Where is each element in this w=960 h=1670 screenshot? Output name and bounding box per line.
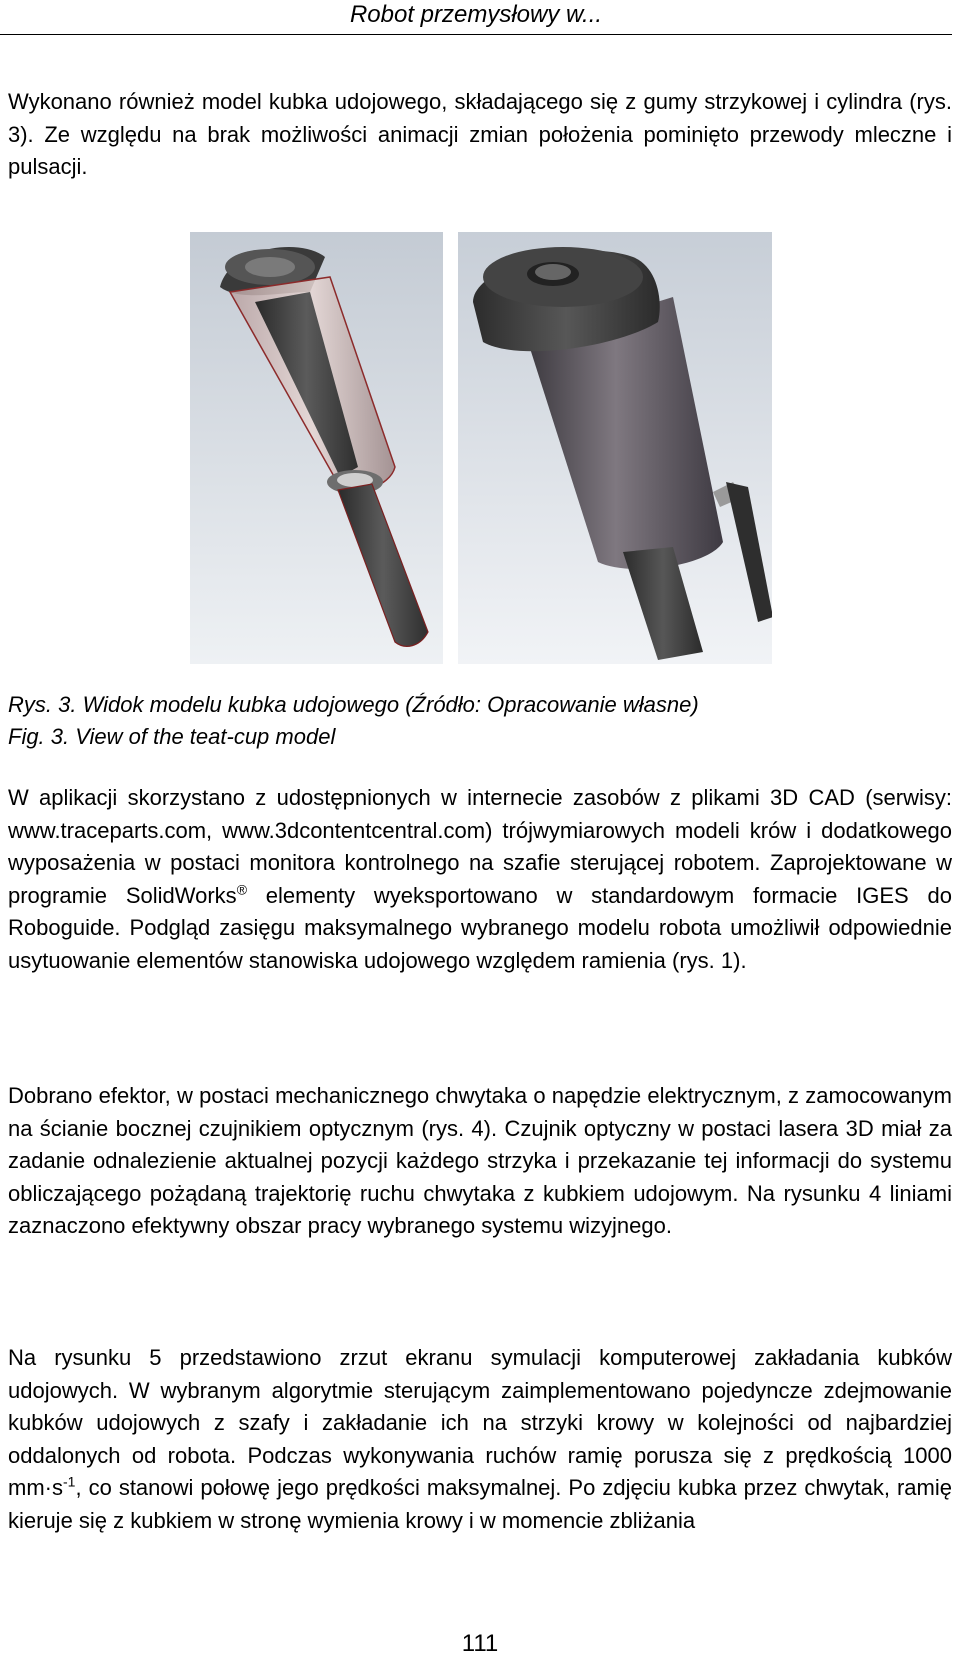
figure-teat-cup-assembled xyxy=(458,232,772,664)
running-header: Robot przemysłowy w... xyxy=(0,0,952,35)
paragraph-text: elementy wyeksportowano w standardowym formacie IGES do Roboguide. Podgląd zasięgu maksymalnego wybranego modelu robota umożliwił odpowiednie usytuowanie elementów stanowiska udojowego względem ramienia (rys. 1). xyxy=(8,882,952,973)
registered-mark: ® xyxy=(236,881,248,898)
paragraph-text: Na rysunku 5 przedstawiono zrzut ekranu symulacji komputerowej zakładania kubków udojowych. W wybranym algorytmie sterującym zaimplementowano pojedyncze zdejmowanie kubków udojowych z szafy i zakładanie ich na strzyki krowy w kolejności od najbardziej oddalonych od robota. Podczas wykonywania ruchów ramię porusza się z prędkością 1000 mm·s xyxy=(8,1345,952,1501)
figure-caption-polish: Rys. 3. Widok modelu kubka udojowego (Źródło: Opracowanie własne) xyxy=(8,692,699,717)
paragraph-effector: Dobrano efektor, w postaci mechanicznego chwytaka o napędzie elektrycznym, z zamocowanym na ścianie bocznej czujnikiem optycznym (rys. 4). Czujnik optyczny w postaci lasera 3D miał za zadanie odnalezienie aktualnej pozycji każdego strzyka i przekazanie tej informacji do systemu obliczającego pożądaną trajektorię ruchu chwytaka z kubkiem udojowym. Na rysunku 4 liniami zaznaczono efektywny obszar pracy wybranego systemu wizyjnego. xyxy=(8,1083,952,1239)
paragraph-simulation xyxy=(8,1342,952,1538)
figure-caption-english: Fig. 3. View of the teat-cup model xyxy=(8,724,336,749)
paragraph-cad-resources xyxy=(8,782,952,978)
exponent: -1 xyxy=(62,1474,76,1491)
figure-teat-cup-section xyxy=(190,232,443,664)
page-number: 111 xyxy=(461,1630,499,1657)
paragraph-teat-cup-model: Wykonano również model kubka udojowego, składającego się z gumy strzykowej i cylindra (rys. 3). Ze względu na brak możliwości animacji zmian położenia pominięto przewody mleczne i pulsacji. xyxy=(8,89,952,180)
paragraph-text: , co stanowi połowę jego prędkości maksymalnej. Po zdjęciu kubka przez chwytak, ramię kieruje się z kubkiem w stronę wymienia krowy i w momencie zbliżania xyxy=(8,1475,952,1533)
paragraph-text: W aplikacji skorzystano z udostępnionych w internecie zasobów z plikami 3D CAD (serwisy: www.traceparts.com, www.3dcontentcentral.com) trójwymiarowych modeli krów i dodatkowego wyposażenia w postaci monitora kontrolnego na szafie sterującej robotem. Zaprojektowane w programie SolidWorks xyxy=(8,785,952,908)
